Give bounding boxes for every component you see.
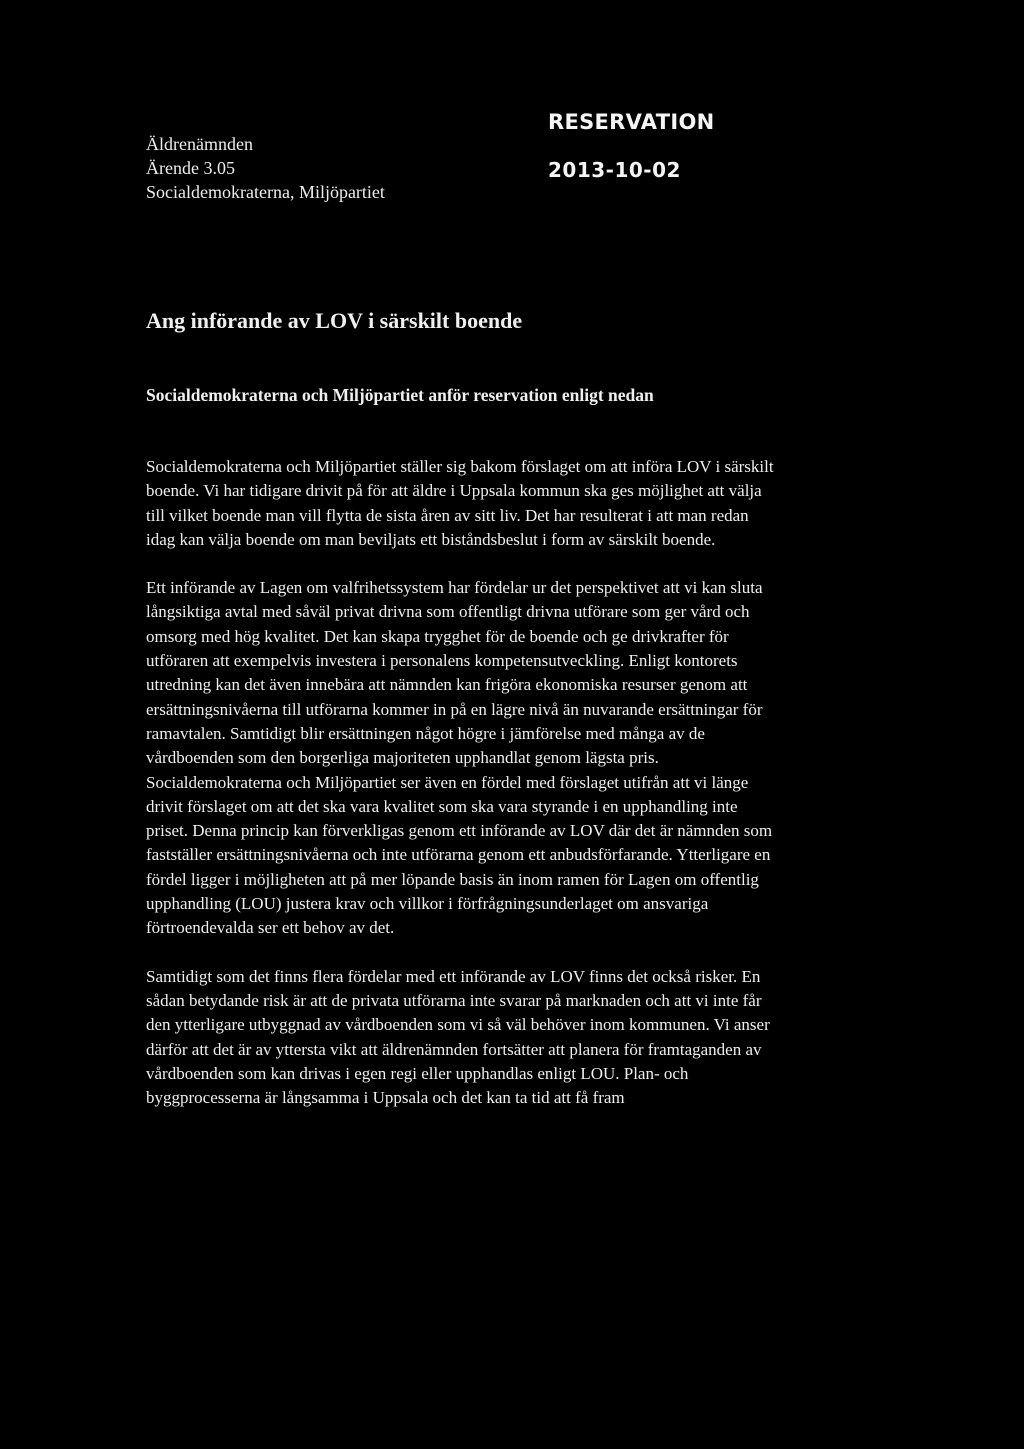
document-subtitle: Socialdemokraterna och Miljöpartiet anför reservation enligt nedan: [146, 385, 654, 405]
document-header-right: [548, 108, 808, 184]
body-paragraph: Ett införande av Lagen om valfrihetssystem har fördelar ur det perspektivet att vi kan sluta långsiktiga avtal med såväl privat drivna som offentligt drivna utförare som ger vård och omsorg med hög kvalitet. Det kan skapa trygghet för de boende och ge drivkrafter för utföraren att exempelvis investera i personalens kompetensutveckling. Enligt kontorets utredning kan det även innebära att nämnden kan frigöra ekonomiska resurser genom att ersättningsnivåerna till utförarna kommer in på en lägre nivå än nuvarande ersättningar för ramavtalen. Samtidigt blir ersättningen något högre i jämförelse med många av de vårdboenden som den borgerliga majoriteten upphandlat genom lägsta pris. Socialdemokraterna och Miljöpartiet ser även en fördel med förslaget utifrån att vi länge drivit förslaget om att det ska vara kvalitet som ska vara styrande i en upphandling inte priset. Denna princip kan förverkligas genom ett införande av LOV där det är nämnden som fastställer ersättningsnivåerna och inte utförarna genom ett anbudsförfarande. Ytterligare en fördel ligger i möjligheten att på mer löpande basis än inom ramen för Lagen om offentlig upphandling (LOU) justera krav och villkor i förfrågningsunderlaget om ansvariga förtroendevalda ser ett behov av det.: [146, 578, 773, 938]
case-number: Ärende 3.05: [146, 158, 235, 178]
document-date: 2013-10-02: [548, 158, 681, 182]
committee-name: Äldrenämnden: [146, 134, 253, 154]
body-paragraph: Samtidigt som det finns flera fördelar med ett införande av LOV finns det också risker. En sådan betydande risk är att de privata utförarna inte svarar på marknaden och att vi inte får den ytterligare utbyggnad av vårdboenden som vi så väl behöver inom kommunen. Vi anser därför att det är av yttersta vikt att äldrenämnden fortsätter att planera för framtaganden av vårdboenden som kan drivas i egen regi eller upphandlas enligt LOU. Plan- och byggprocesserna är långsamma i Uppsala och det kan ta tid att få fram: [146, 966, 770, 1108]
body-paragraph: Socialdemokraterna och Miljöpartiet ställer sig bakom förslaget om att införa LOV i särskilt boende. Vi har tidigare drivit på för att äldre i Uppsala kommun ska ges möjlighet att välja till vilket boende man vill flytta de sista åren av sitt liv. Det har resulterat i att man redan idag kan välja boende om man beviljats ett biståndsbeslut i form av särskilt boende.: [146, 457, 774, 549]
parties: Socialdemokraterna, Miljöpartiet: [146, 182, 385, 202]
document-title: Ang införande av LOV i särskilt boende: [146, 308, 523, 333]
document-type: RESERVATION: [548, 110, 715, 134]
document-body: [146, 455, 776, 1134]
document-header-left: [146, 132, 526, 204]
